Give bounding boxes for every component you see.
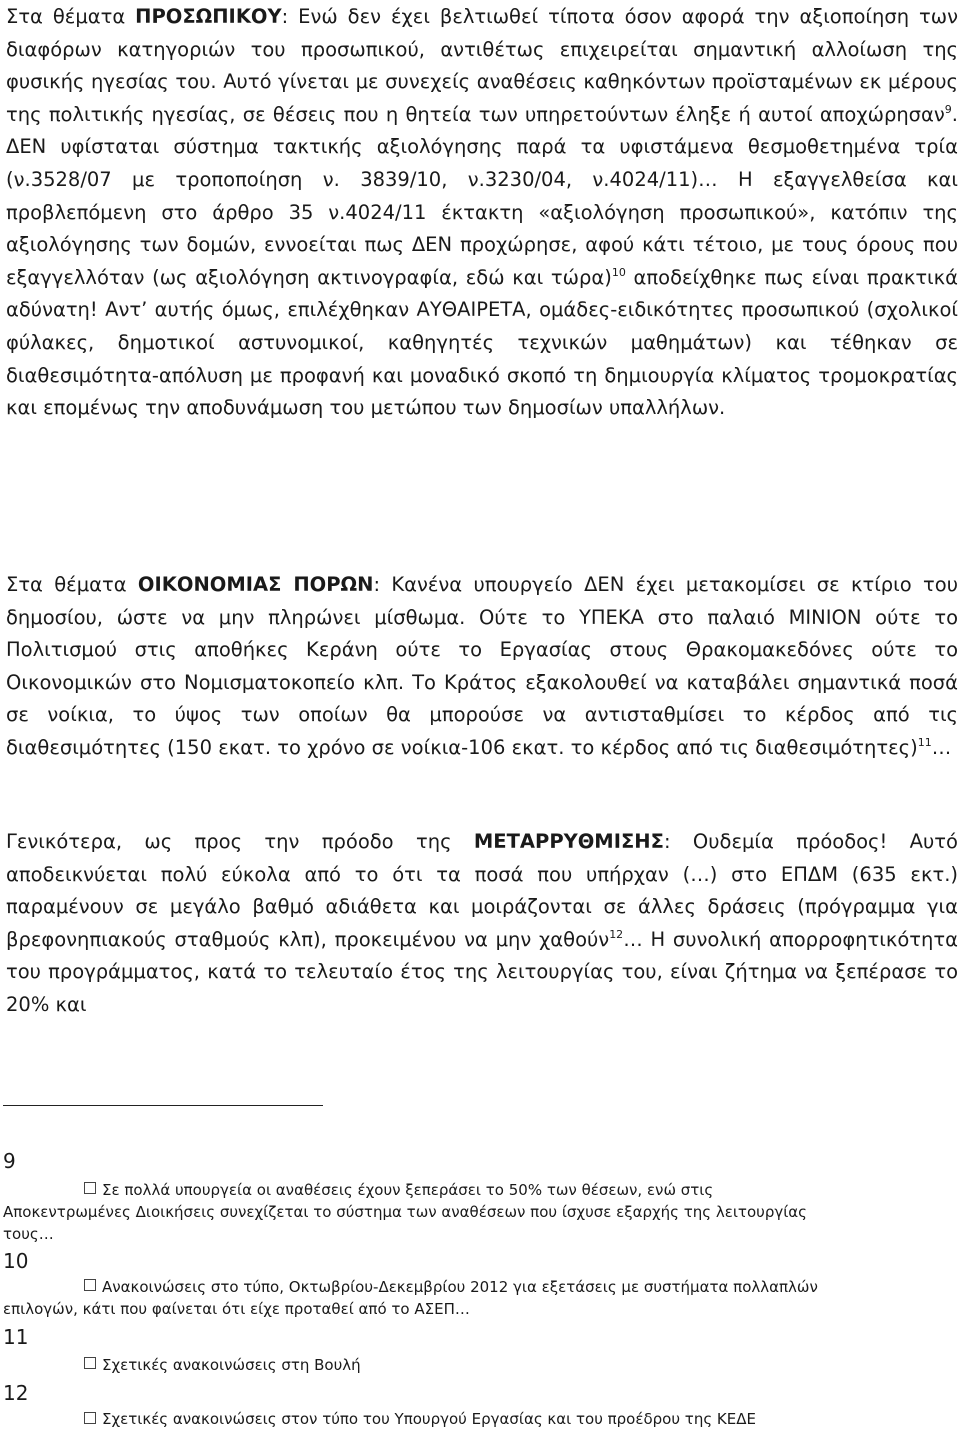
paragraph-text: … [931, 735, 952, 759]
footnote-ref-10[interactable]: 10 [611, 265, 626, 279]
paragraph-resources [6, 569, 958, 765]
footnote-separator [3, 1105, 323, 1106]
paragraph-text: . ΔΕΝ υφίσταται σύστημα τακτικής αξιολόγησης παρά τα υφιστάμενα θεσμοθετημένα τρία (ν.3528/07 με τροποποίηση ν. 3839/10, ν.3230/04, ν.4024/11)… Η εξαγγελθείσα και προβλεπόμενη στο άρθρο 35 ν.4024/11 έκτακτη «αξιολόγηση προσωπικού», κατόπιν της αξιολόγησης των δομών, εννοείται πως ΔΕΝ προχώρησε, αφού κάτι τέτοιο, με τους όρους που εξαγγελλόταν (ως αξιολόγηση ακτινογραφία, εδώ και τώρα) [6, 102, 958, 289]
heading-resources: ΟΙΚΟΝΟΜΙΑΣ ΠΟΡΩΝ [137, 573, 374, 596]
footnote-number-11: 11 [3, 1325, 29, 1349]
paragraph-text: : Ουδεμία πρόοδος! Αυτό αποδεικνύεται πολύ εύκολα από το ότι τα ποσά που υπήρχαν (…) στο ΕΠΔΜ (635 εκτ.) παραμένουν σε μεγάλο βαθμό αδιάθετα και μοιράζονται σε άλλες δράσεις (πρόγραμμα για βρεφονηπιακούς σταθμούς κλπ), προκειμένου να μην χαθούν [6, 830, 958, 951]
paragraph-text: : Κανένα υπουργείο ΔΕΝ έχει μετακομίσει σε κτίριο του δημοσίου, ώστε να μην πληρώνει μίσθωμα. Ούτε το ΥΠΕΚΑ στο παλαιό ΜΙΝΙΟΝ ούτε το Πολιτισμού στις αποθήκες Κεράνη ούτε το Εργασίας στους Θρακομακεδόνες ούτε το Οικονομικών στο Νομισματοκοπείο κλπ. Το Κράτος εξακολουθεί να καταβάλει σημαντικά ποσά σε νοίκια, το ύψος των οποίων θα μπορούσε να αντισταθμίσει το κέρδος από τις διαθεσιμότητες (150 εκατ. το χρόνο σε νοίκια-106 εκατ. το κέρδος από τις διαθεσιμότητες) [6, 573, 958, 759]
paragraph-text: Στα θέματα [6, 5, 136, 28]
footnote-text-11: Σχετικές ανακοινώσεις στη Βουλή [102, 1356, 361, 1374]
footnote-text-9: Σε πολλά υπουργεία οι αναθέσεις έχουν ξεπεράσει το 50% των θέσεων, ενώ στις [102, 1181, 714, 1199]
checkbox-icon [84, 1412, 96, 1424]
footnote-number-9: 9 [3, 1149, 16, 1173]
heading-reform: ΜΕΤΑΡΡΥΘΜΙΣΗΣ [473, 830, 664, 853]
footnote-text-12: Σχετικές ανακοινώσεις στον τύπο του Υπουργού Εργασίας και του προέδρου της ΚΕΔΕ [102, 1410, 756, 1428]
checkbox-icon [84, 1182, 96, 1194]
footnote-number-12: 12 [3, 1381, 29, 1405]
paragraph-personnel [6, 1, 958, 425]
footnote-text-9-line3: τους… [3, 1225, 54, 1243]
footnote-ref-12[interactable]: 12 [609, 927, 624, 941]
footnote-number-10: 10 [3, 1249, 29, 1273]
paragraph-reform [6, 826, 958, 1022]
paragraph-text: Στα θέματα [6, 573, 138, 596]
checkbox-icon [84, 1357, 96, 1369]
footnote-text-10: Ανακοινώσεις στο τύπο, Οκτωβρίου-Δεκεμβρίου 2012 για εξετάσεις με συστήματα πολλαπλών [102, 1278, 818, 1296]
heading-personnel: ΠΡΟΣΩΠΙΚΟΥ [135, 5, 282, 28]
footnote-ref-11[interactable]: 11 [917, 735, 932, 749]
paragraph-text: Γενικότερα, ως προς την πρόοδο της [6, 830, 474, 853]
footnote-ref-9[interactable]: 9 [944, 102, 952, 116]
footnote-text-10-line2: επιλογών, κάτι που φαίνεται ότι είχε προταθεί από το ΑΣΕΠ… [3, 1300, 470, 1318]
paragraph-text: : Ενώ δεν έχει βελτιωθεί τίποτα όσον αφορά την αξιοποίηση των διαφόρων κατηγοριών του προσωπικού, αντιθέτως επιχειρείται σημαντική αλλοίωση της φυσικής ηγεσίας του. Αυτό γίνεται με συνεχείς αναθέσεις καθηκόντων προϊσταμένων εκ μέρους της πολιτικής ηγεσίας, σε θέσεις που η θητεία των υπηρετούντων έληξε ή αυτοί αποχώρησαν [6, 5, 958, 126]
footnote-text-9-line2: Αποκεντρωμένες Διοικήσεις συνεχίζεται το σύστημα των αναθέσεων που ίσχυσε εξαρχής της λειτουργίας [3, 1203, 807, 1221]
paragraph-text: αποδείχθηκε πως είναι πρακτικά αδύνατη! Αντ’ αυτής όμως, επιλέχθηκαν ΑΥΘΑΙΡΕΤΑ, ομάδες-ειδικότητες προσωπικού (σχολικοί φύλακες, δημοτικοί αστυνομικοί, καθηγητές τεχνικών μαθημάτων) και τέθηκαν σε διαθεσιμότητα-απόλυση με προφανή και μοναδικό σκοπό τη δημιουργία κλίματος τρομοκρατίας και επομένως την αποδυνάμωση του μετώπου των δημοσίων υπαλλήλων. [6, 265, 958, 420]
paragraph-text: … Η συνολική απορροφητικότητα του προγράμματος, κατά το τελευταίο έτος της λειτουργίας του, είναι ζήτημα να ξεπέρασε το 20% και [6, 927, 958, 1016]
checkbox-icon [84, 1279, 96, 1291]
